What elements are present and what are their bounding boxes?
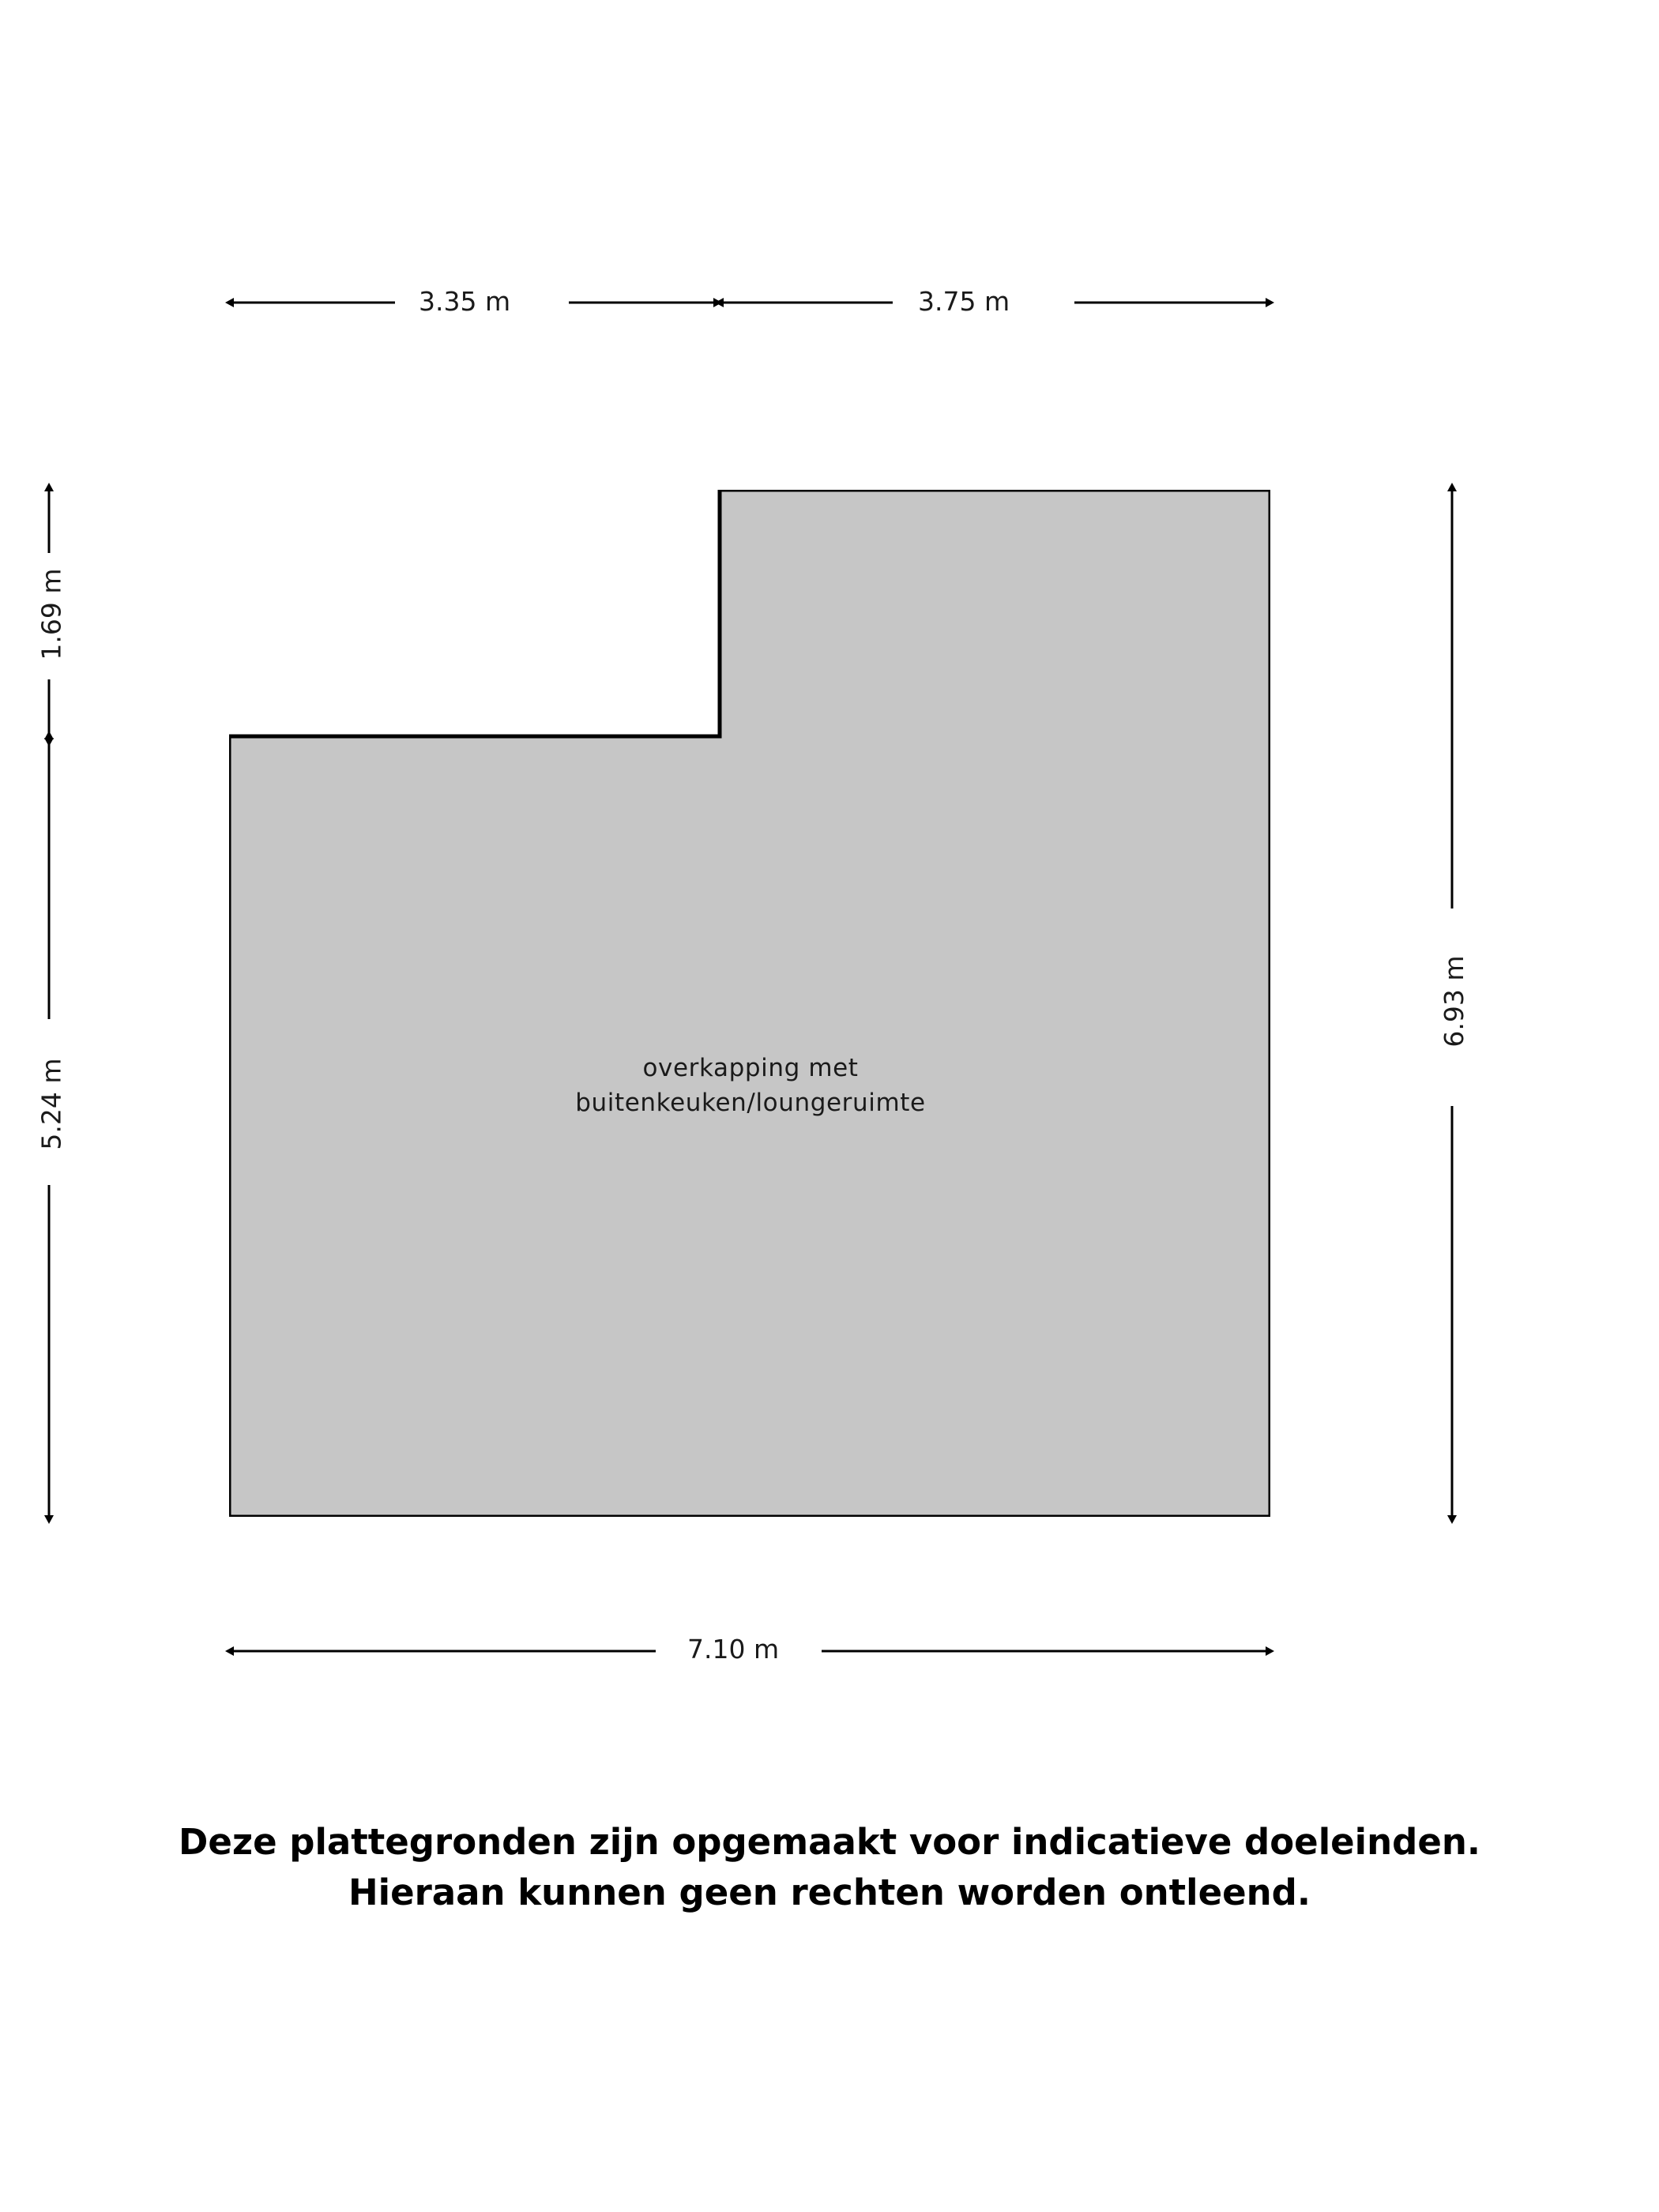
room-label	[340, 1051, 1161, 1120]
dimension-label-right: 6.93 m	[1439, 955, 1469, 1048]
dimension-label-left-upper: 1.69 m	[36, 568, 67, 660]
room-label-line-2: buitenkeuken/loungeruimte	[575, 1089, 926, 1118]
overkapping-area	[229, 490, 1270, 1517]
disclaimer-line-2: Hieraan kunnen geen rechten worden ontleend.	[348, 1871, 1311, 1913]
dimension-label-top-left: 3.35 m	[419, 286, 511, 317]
dimension-label-bottom: 7.10 m	[687, 1634, 780, 1665]
floorplan-outline	[229, 490, 1270, 1517]
dimension-label-top-right: 3.75 m	[918, 286, 1010, 317]
dimension-label-left-lower: 5.24 m	[36, 1058, 67, 1150]
disclaimer-line-1: Deze plattegronden zijn opgemaakt voor indicatieve doeleinden.	[179, 1821, 1480, 1863]
disclaimer	[0, 1817, 1659, 1918]
room-label-line-1: overkapping met	[642, 1054, 859, 1082]
